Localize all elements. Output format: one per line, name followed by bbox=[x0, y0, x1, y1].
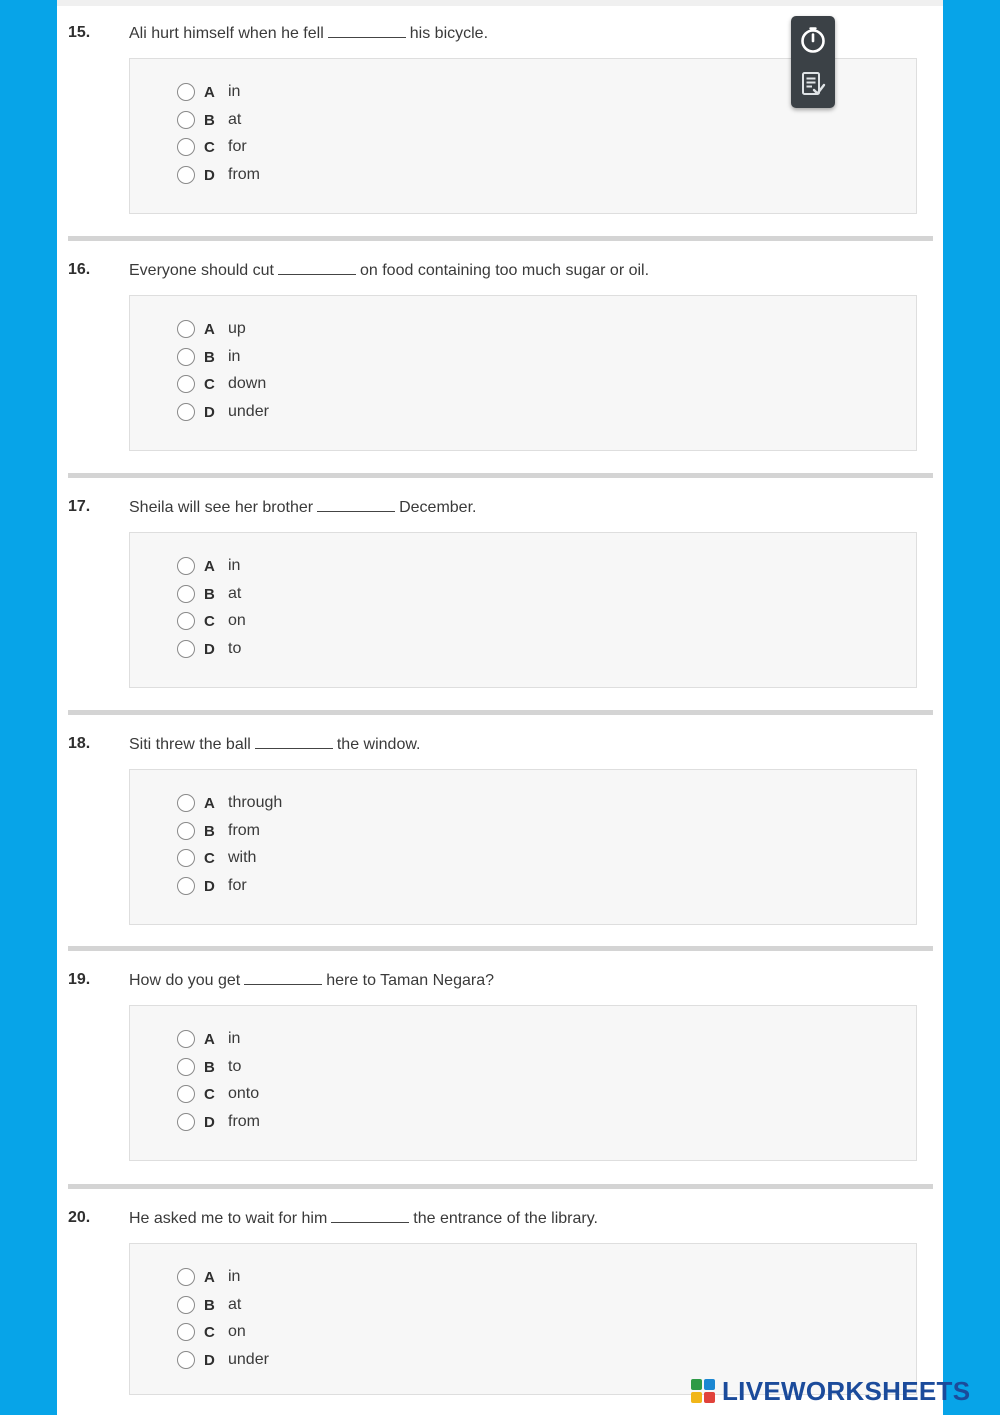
option-letter: C bbox=[204, 375, 215, 393]
question-number: 19. bbox=[68, 971, 91, 988]
option-c[interactable] bbox=[177, 847, 377, 869]
option-d[interactable] bbox=[177, 401, 377, 423]
question-divider bbox=[68, 236, 933, 241]
option-b[interactable] bbox=[177, 109, 377, 131]
question-text-before: Everyone should cut bbox=[129, 262, 274, 279]
option-c[interactable] bbox=[177, 1321, 377, 1343]
option-letter: C bbox=[204, 1085, 215, 1103]
radio-button[interactable] bbox=[177, 1085, 195, 1103]
option-d[interactable] bbox=[177, 1349, 377, 1371]
option-text: up bbox=[228, 320, 246, 337]
option-c[interactable] bbox=[177, 136, 377, 158]
option-letter: D bbox=[204, 1113, 215, 1131]
option-letter: A bbox=[204, 557, 215, 575]
option-letter: B bbox=[204, 1296, 215, 1314]
option-c[interactable] bbox=[177, 1083, 377, 1105]
option-d[interactable] bbox=[177, 638, 377, 660]
radio-button[interactable] bbox=[177, 612, 195, 630]
option-letter: A bbox=[204, 1268, 215, 1286]
option-d[interactable] bbox=[177, 1111, 377, 1133]
question-text-after: on food containing too much sugar or oil. bbox=[359, 262, 650, 279]
option-letter: A bbox=[204, 794, 215, 812]
radio-button[interactable] bbox=[177, 585, 195, 603]
option-text: in bbox=[228, 83, 241, 100]
option-c[interactable] bbox=[177, 373, 377, 395]
radio-button[interactable] bbox=[177, 1113, 195, 1131]
option-text: at bbox=[228, 585, 242, 602]
question-text-before: Ali hurt himself when he fell bbox=[129, 25, 324, 42]
option-text: from bbox=[228, 1113, 260, 1130]
option-text: for bbox=[228, 138, 247, 155]
left-side-bar bbox=[0, 0, 57, 1415]
option-a[interactable] bbox=[177, 792, 377, 814]
option-text: in bbox=[228, 557, 241, 574]
question-number: 15. bbox=[68, 24, 91, 41]
options-box bbox=[129, 1005, 917, 1161]
option-text: on bbox=[228, 1323, 246, 1340]
option-letter: B bbox=[204, 585, 215, 603]
option-text: on bbox=[228, 612, 246, 629]
option-text: to bbox=[228, 640, 242, 657]
question-divider bbox=[68, 1184, 933, 1189]
option-a[interactable] bbox=[177, 1028, 377, 1050]
question-text-before: Sheila will see her brother bbox=[129, 499, 314, 516]
option-d[interactable] bbox=[177, 875, 377, 897]
option-b[interactable] bbox=[177, 1294, 377, 1316]
option-letter: C bbox=[204, 138, 215, 156]
option-a[interactable] bbox=[177, 318, 377, 340]
option-a[interactable] bbox=[177, 555, 377, 577]
question-text bbox=[129, 261, 649, 280]
option-letter: A bbox=[204, 83, 215, 101]
option-b[interactable] bbox=[177, 583, 377, 605]
option-letter: D bbox=[204, 640, 215, 658]
timer-button[interactable] bbox=[791, 18, 835, 62]
option-letter: D bbox=[204, 1351, 215, 1369]
question-divider bbox=[68, 710, 933, 715]
question-text-before: He asked me to wait for him bbox=[129, 1210, 328, 1227]
option-text: in bbox=[228, 1030, 241, 1047]
question-text bbox=[129, 498, 476, 517]
question-divider bbox=[68, 946, 933, 951]
question-number: 18. bbox=[68, 735, 91, 752]
option-letter: C bbox=[204, 1323, 215, 1341]
options-box bbox=[129, 532, 917, 688]
radio-button[interactable] bbox=[177, 1030, 195, 1048]
option-text: for bbox=[228, 877, 247, 894]
radio-button[interactable] bbox=[177, 1268, 195, 1286]
radio-button[interactable] bbox=[177, 83, 195, 101]
option-letter: D bbox=[204, 166, 215, 184]
option-text: at bbox=[228, 1296, 242, 1313]
radio-button[interactable] bbox=[177, 320, 195, 338]
radio-button[interactable] bbox=[177, 403, 195, 421]
option-letter: C bbox=[204, 849, 215, 867]
options-box bbox=[129, 1243, 917, 1395]
floating-toolbar bbox=[791, 16, 835, 108]
option-letter: A bbox=[204, 1030, 215, 1048]
option-letter: B bbox=[204, 111, 215, 129]
question-text-after: December. bbox=[399, 499, 477, 516]
top-edge bbox=[57, 0, 943, 6]
check-answers-button[interactable] bbox=[791, 62, 835, 106]
option-text: to bbox=[228, 1058, 242, 1075]
option-text: down bbox=[228, 375, 267, 392]
answer-blank bbox=[328, 24, 406, 38]
answer-blank bbox=[331, 1209, 409, 1223]
option-a[interactable] bbox=[177, 81, 377, 103]
question-number: 20. bbox=[68, 1209, 91, 1226]
question-text-after: the window. bbox=[336, 736, 421, 753]
option-text: from bbox=[228, 822, 260, 839]
option-a[interactable] bbox=[177, 1266, 377, 1288]
radio-button[interactable] bbox=[177, 348, 195, 366]
option-letter: B bbox=[204, 348, 215, 366]
answer-blank bbox=[255, 735, 333, 749]
option-text: in bbox=[228, 348, 241, 365]
option-text: from bbox=[228, 166, 260, 183]
radio-button[interactable] bbox=[177, 877, 195, 895]
question-text bbox=[129, 971, 494, 990]
radio-button[interactable] bbox=[177, 640, 195, 658]
question-text-after: here to Taman Negara? bbox=[326, 972, 494, 989]
logo-text: LIVEWORKSHEETS bbox=[722, 1375, 971, 1406]
question-text-after: the entrance of the library. bbox=[413, 1210, 598, 1227]
option-text: onto bbox=[228, 1085, 260, 1102]
options-box bbox=[129, 295, 917, 451]
radio-button[interactable] bbox=[177, 1058, 195, 1076]
option-text: in bbox=[228, 1268, 241, 1285]
option-letter: D bbox=[204, 877, 215, 895]
radio-button[interactable] bbox=[177, 557, 195, 575]
option-c[interactable] bbox=[177, 610, 377, 632]
option-b[interactable] bbox=[177, 1056, 377, 1078]
radio-button[interactable] bbox=[177, 1351, 195, 1369]
question-text bbox=[129, 24, 488, 43]
option-b[interactable] bbox=[177, 820, 377, 842]
answer-blank bbox=[244, 971, 322, 985]
option-text: through bbox=[228, 794, 283, 811]
answer-blank bbox=[317, 498, 395, 512]
question-text bbox=[129, 1209, 598, 1228]
logo-mark-icon bbox=[690, 1377, 718, 1405]
option-d[interactable] bbox=[177, 164, 377, 186]
radio-button[interactable] bbox=[177, 1296, 195, 1314]
radio-button[interactable] bbox=[177, 849, 195, 867]
radio-button[interactable] bbox=[177, 822, 195, 840]
question-text bbox=[129, 735, 420, 754]
option-b[interactable] bbox=[177, 346, 377, 368]
option-text: at bbox=[228, 111, 242, 128]
option-letter: D bbox=[204, 403, 215, 421]
option-letter: B bbox=[204, 1058, 215, 1076]
option-text: with bbox=[228, 849, 257, 866]
question-text-before: How do you get bbox=[129, 972, 241, 989]
option-text: under bbox=[228, 1351, 269, 1368]
radio-button[interactable] bbox=[177, 111, 195, 129]
radio-button[interactable] bbox=[177, 1323, 195, 1341]
option-letter: C bbox=[204, 612, 215, 630]
question-text-after: his bicycle. bbox=[409, 25, 489, 42]
timer-icon bbox=[798, 25, 828, 55]
liveworksheets-logo bbox=[690, 1374, 970, 1408]
options-box bbox=[129, 769, 917, 925]
option-text: under bbox=[228, 403, 269, 420]
question-divider bbox=[68, 473, 933, 478]
checklist-icon bbox=[799, 69, 827, 99]
question-text-before: Siti threw the ball bbox=[129, 736, 251, 753]
right-side-bar bbox=[943, 0, 1000, 1415]
question-number: 16. bbox=[68, 261, 91, 278]
radio-button[interactable] bbox=[177, 138, 195, 156]
radio-button[interactable] bbox=[177, 166, 195, 184]
answer-blank bbox=[278, 261, 356, 275]
radio-button[interactable] bbox=[177, 375, 195, 393]
radio-button[interactable] bbox=[177, 794, 195, 812]
option-letter: A bbox=[204, 320, 215, 338]
question-number: 17. bbox=[68, 498, 91, 515]
option-letter: B bbox=[204, 822, 215, 840]
